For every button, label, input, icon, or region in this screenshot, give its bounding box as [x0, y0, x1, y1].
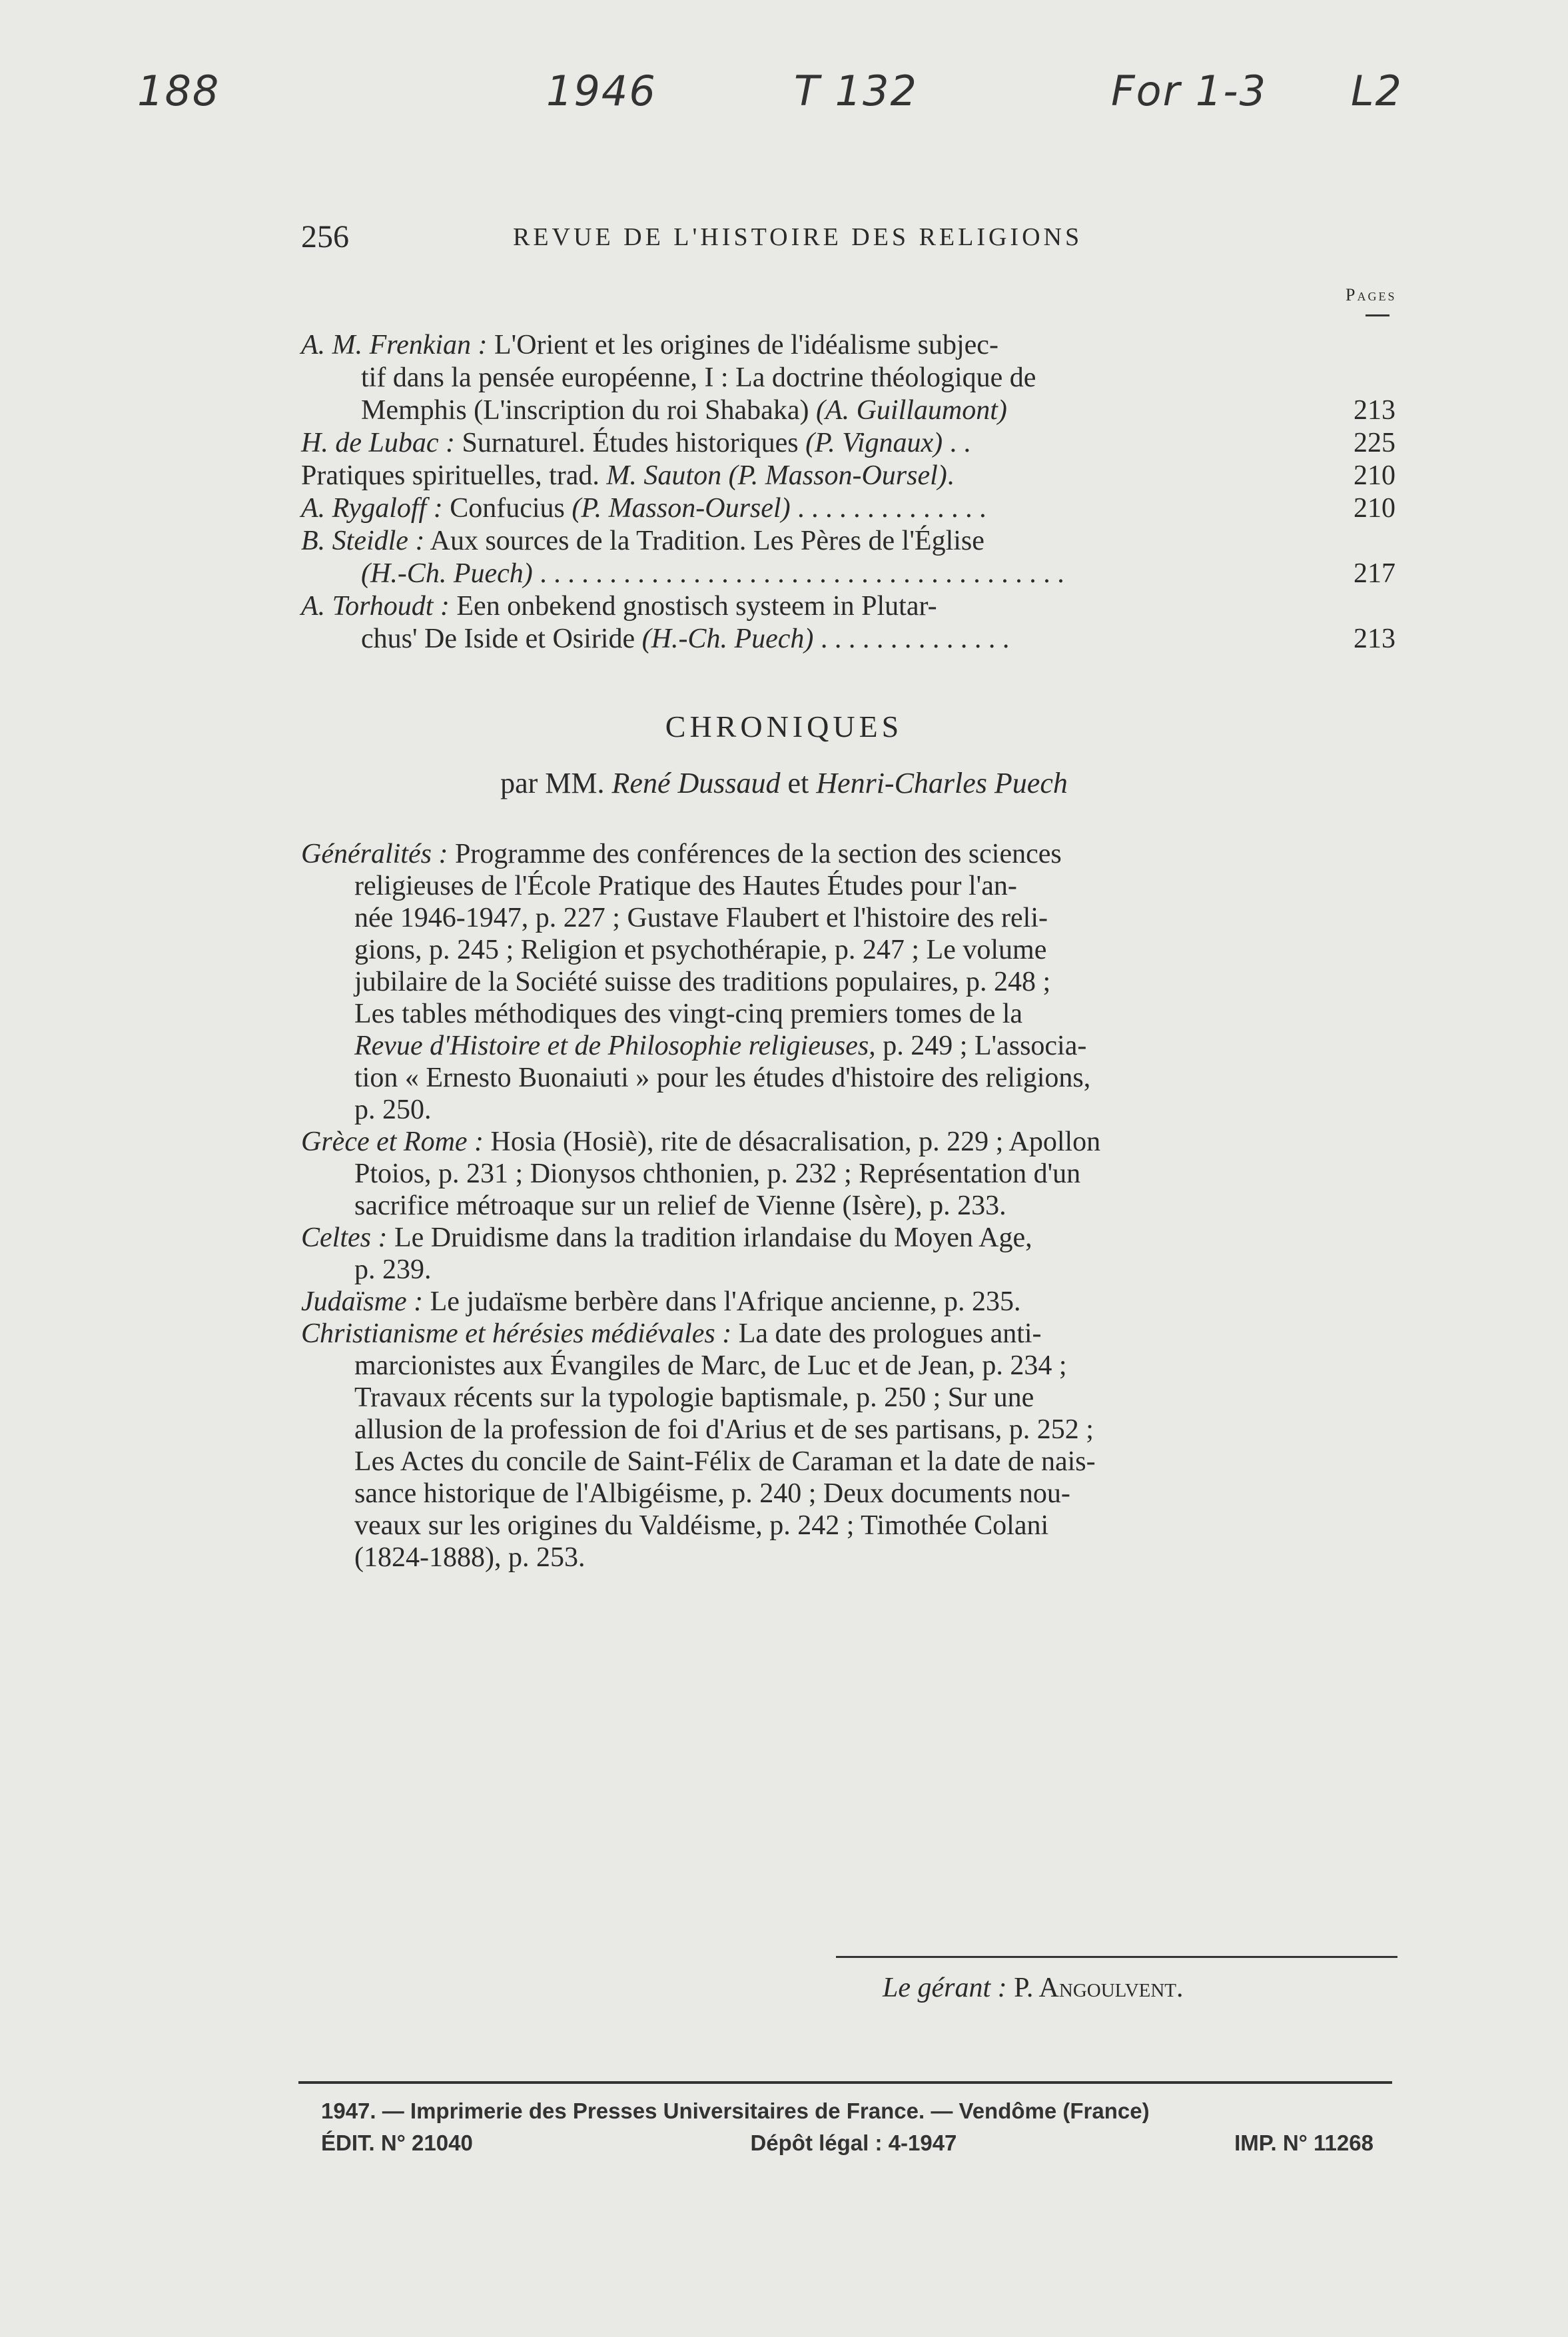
entry-text: Surnaturel. Études historiques: [454, 428, 806, 458]
chronique-text: p. 249 ; L'associa-: [875, 1031, 1087, 1061]
chronique-generalites: [301, 838, 1407, 1126]
entry-text: Pratiques spirituelles, trad.: [301, 460, 607, 491]
byline-prefix: par MM.: [500, 767, 612, 799]
entry-frenkian: [301, 329, 1395, 427]
entry-reviewer: (P. Masson-Oursel): [721, 460, 947, 491]
chronique-text: veaux sur les origines du Valdéisme, p. 242 ; Timothée Colani: [354, 1510, 1049, 1541]
imprint-rule: [298, 2081, 1392, 2084]
chronique-text: (1824-1888), p. 253.: [354, 1542, 586, 1573]
chronique-text: sacrifice métroaque sur un relief de Vienne (Isère), p. 233.: [354, 1190, 1006, 1221]
imprint-details: [321, 2130, 1373, 2156]
chronique-label: Celtes :: [301, 1222, 388, 1253]
chronique-text: marcionistes aux Évangiles de Marc, de Luc et de Jean, p. 234 ;: [354, 1350, 1067, 1381]
chronique-text: tion « Ernesto Buonaiuti » pour les études d'histoire des religions,: [354, 1063, 1091, 1093]
chronique-text: Hosia (Hosiè), rite de désacralisation, p. 229 ; Apollon: [484, 1127, 1101, 1157]
entry-page: 213: [1354, 395, 1395, 426]
handwritten-note-5: L2: [1351, 67, 1403, 115]
chronique-grece-rome: [301, 1126, 1407, 1222]
chronique-text: Ptoios, p. 231 ; Dionysos chthonien, p. 232 ; Représentation d'un: [354, 1159, 1081, 1189]
chronique-text: née 1946-1947, p. 227 ; Gustave Flaubert et l'histoire des reli-: [354, 903, 1048, 933]
byline-author: René Dussaud: [611, 767, 781, 799]
chronique-text: Les tables méthodiques des vingt-cinq premiers tomes de la: [354, 999, 1023, 1029]
entry-text: Aux sources de la Tradition. Les Pères de l'Église: [424, 526, 984, 556]
chronique-text: Les Actes du concile de Saint-Félix de Caraman et la date de nais-: [354, 1446, 1096, 1477]
imprint-edit-number: ÉDIT. N° 21040: [321, 2130, 473, 2155]
chronique-text: La date des prologues anti-: [731, 1318, 1042, 1349]
entry-text: Een onbekend gnostisch systeem in Plutar-: [449, 591, 937, 622]
signature-label: Le gérant :: [883, 1973, 1007, 2003]
entry-text: tif dans la pensée européenne, I : La doctrine théologique de: [361, 362, 1036, 393]
imprint-imp-number: IMP. N° 11268: [1234, 2130, 1373, 2155]
entry-page: 225: [1354, 428, 1395, 458]
byline-conj: et: [780, 767, 817, 799]
chronique-text: jubilaire de la Société suisse des traditions populaires, p. 248 ;: [354, 967, 1051, 997]
entry-reviewer: (H.-Ch. Puech): [641, 624, 814, 654]
chronique-text: Programme des conférences de la section des sciences: [448, 839, 1062, 869]
handwritten-note-1: 188: [137, 67, 220, 115]
entry-leader: . . . . . . . . . . . . . .: [790, 493, 986, 524]
entry-author: A. Rygaloff :: [301, 493, 443, 524]
chronique-celtes: [301, 1222, 1407, 1286]
chronique-label: Christianisme et hérésies médiévales :: [301, 1318, 732, 1349]
entry-reviewer: (H.-Ch. Puech): [361, 558, 533, 589]
entry-page: 213: [1354, 624, 1395, 654]
chronique-text: Le judaïsme berbère dans l'Afrique ancienne, p. 235.: [423, 1286, 1021, 1317]
pages-dash: [1366, 314, 1389, 316]
entry-torhoudt: [301, 590, 1395, 656]
chronique-text: p. 250.: [354, 1095, 432, 1125]
entry-translator: M. Sauton: [606, 460, 722, 491]
imprint-depot-legal: Dépôt légal : 4-1947: [750, 2130, 957, 2155]
chronique-text: Le Druidisme dans la tradition irlandaise du Moyen Age,: [387, 1222, 1032, 1253]
entry-rygaloff: [301, 492, 1395, 525]
chronique-text: allusion de la profession de foi d'Arius et de ses partisans, p. 252 ;: [354, 1414, 1094, 1445]
entry-text: Memphis (L'inscription du roi Shabaka): [361, 395, 816, 426]
entry-leader: . .: [943, 428, 971, 458]
chronique-label: Grèce et Rome :: [301, 1127, 484, 1157]
chronique-judaisme: [301, 1286, 1407, 1318]
entry-pratiques: [301, 460, 1395, 492]
handwritten-note-4: For 1-3: [1111, 67, 1268, 115]
handwritten-note-3: T 132: [794, 67, 918, 115]
entry-page: 210: [1354, 493, 1395, 524]
page-number: 256: [301, 219, 349, 254]
pages-column-label: Pages: [1346, 285, 1397, 304]
chronique-text: sance historique de l'Albigéisme, p. 240 ; Deux documents nou-: [354, 1478, 1070, 1509]
chronique-label: Judaïsme :: [301, 1286, 424, 1317]
chronique-christianisme: [301, 1318, 1407, 1574]
signature-name: P. Angoulvent.: [1006, 1973, 1184, 2003]
entry-reviewer: (P. Masson-Oursel): [572, 493, 791, 524]
imprint-line: 1947. — Imprimerie des Presses Universitaires de France. — Vendôme (France): [321, 2099, 1150, 2123]
entry-author: A. Torhoudt :: [301, 591, 450, 622]
entry-reviewer: (P. Vignaux): [805, 428, 943, 458]
chronique-text: Travaux récents sur la typologie baptismale, p. 250 ; Sur une: [354, 1382, 1034, 1413]
signature: [883, 1972, 1184, 2004]
entry-page: 210: [1354, 460, 1395, 491]
chronique-text: p. 239.: [354, 1254, 432, 1285]
entry-lubac: [301, 427, 1395, 460]
byline-author: Henri-Charles Puech: [816, 767, 1068, 799]
running-title: REVUE DE L'HISTOIRE DES RELIGIONS: [513, 223, 1083, 251]
entry-leader: . . . . . . . . . . . . . . . . . . . . . . . . . . . . . . . . . . . . . .: [532, 558, 1064, 589]
entry-steidle: [301, 525, 1395, 590]
entry-leader: . . . . . . . . . . . . . .: [813, 624, 1010, 654]
section-title: CHRONIQUES: [665, 709, 903, 743]
chronique-label: Généralités :: [301, 839, 448, 869]
entry-leader: .: [947, 460, 955, 491]
entry-page: 217: [1354, 558, 1395, 589]
chronique-text: religieuses de l'École Pratique des Hautes Études pour l'an-: [354, 871, 1017, 901]
section-byline: [0, 766, 1568, 800]
signature-rule: [836, 1956, 1397, 1958]
chronique-journal-title: Revue d'Histoire et de Philosophie religieuses,: [354, 1031, 876, 1061]
entry-author: A. M. Frenkian :: [301, 330, 488, 360]
entry-author: H. de Lubac :: [301, 428, 455, 458]
chronique-text: gions, p. 245 ; Religion et psychothérapie, p. 247 ; Le volume: [354, 935, 1047, 965]
entry-reviewer: (A. Guillaumont): [815, 395, 1007, 426]
entry-author: B. Steidle :: [301, 526, 425, 556]
entry-text: Confucius: [442, 493, 572, 524]
entry-text: chus' De Iside et Osiride: [361, 624, 642, 654]
handwritten-note-2: 1946: [546, 67, 657, 115]
entry-text: L'Orient et les origines de l'idéalisme subjec-: [487, 330, 998, 360]
